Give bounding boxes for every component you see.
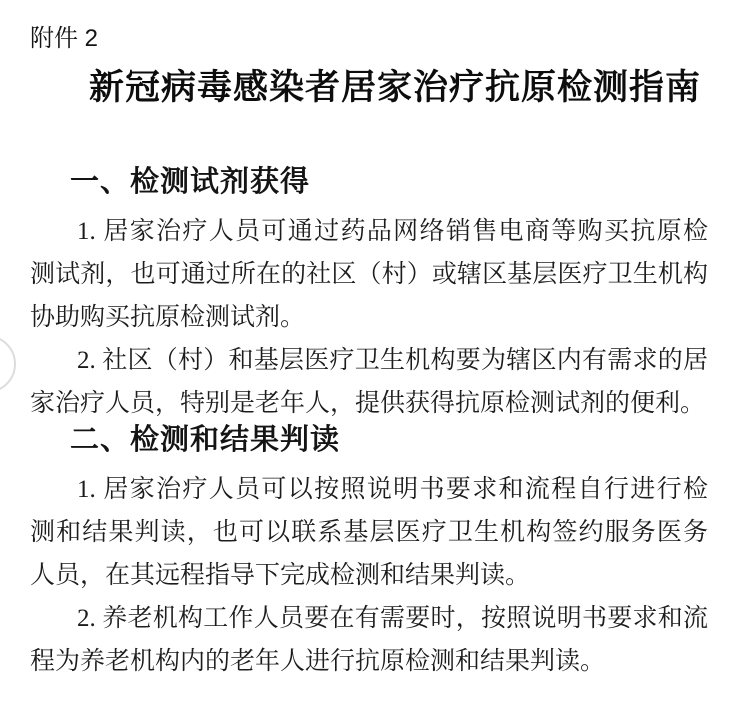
paragraph [30, 597, 708, 683]
document-title: 新冠病毒感染者居家治疗抗原检测指南 [88, 68, 701, 107]
text-line: 人员，在其远程指导下完成检测和结果判读。 [30, 562, 531, 589]
text-line: 2. 社区（村）和基层医疗卫生机构要为辖区内有需求的居 [77, 347, 708, 374]
paragraph [30, 468, 708, 597]
text-line: 测试剂，也可通过所在的社区（村）或辖区基层医疗卫生机构 [30, 261, 708, 288]
paragraph [30, 210, 708, 339]
text-line: 1. 居家治疗人员可通过药品网络销售电商等购买抗原检 [77, 218, 708, 245]
text-line: 协助购买抗原检测试剂。 [30, 304, 306, 331]
text-line: 2. 养老机构工作人员要在有需要时，按照说明书要求和流 [77, 605, 708, 632]
attachment-label: 附件 2 [30, 25, 99, 52]
text-line: 1. 居家治疗人员可以按照说明书要求和流程自行进行检 [77, 476, 708, 503]
section-heading: 一、检测试剂获得 [70, 166, 311, 198]
paragraph [30, 339, 708, 425]
section-heading: 二、检测和结果判读 [70, 424, 341, 456]
text-line: 程为养老机构内的老年人进行抗原检测和结果判读。 [30, 648, 606, 675]
text-line: 测和结果判读，也可以联系基层医疗卫生机构签约服务医务 [30, 519, 708, 546]
document-body [30, 167, 708, 683]
text-line: 家治疗人员，特别是老年人，提供获得抗原检测试剂的便利。 [30, 390, 706, 417]
document-content [30, 0, 708, 683]
stamp-arc-artifact [0, 335, 16, 393]
